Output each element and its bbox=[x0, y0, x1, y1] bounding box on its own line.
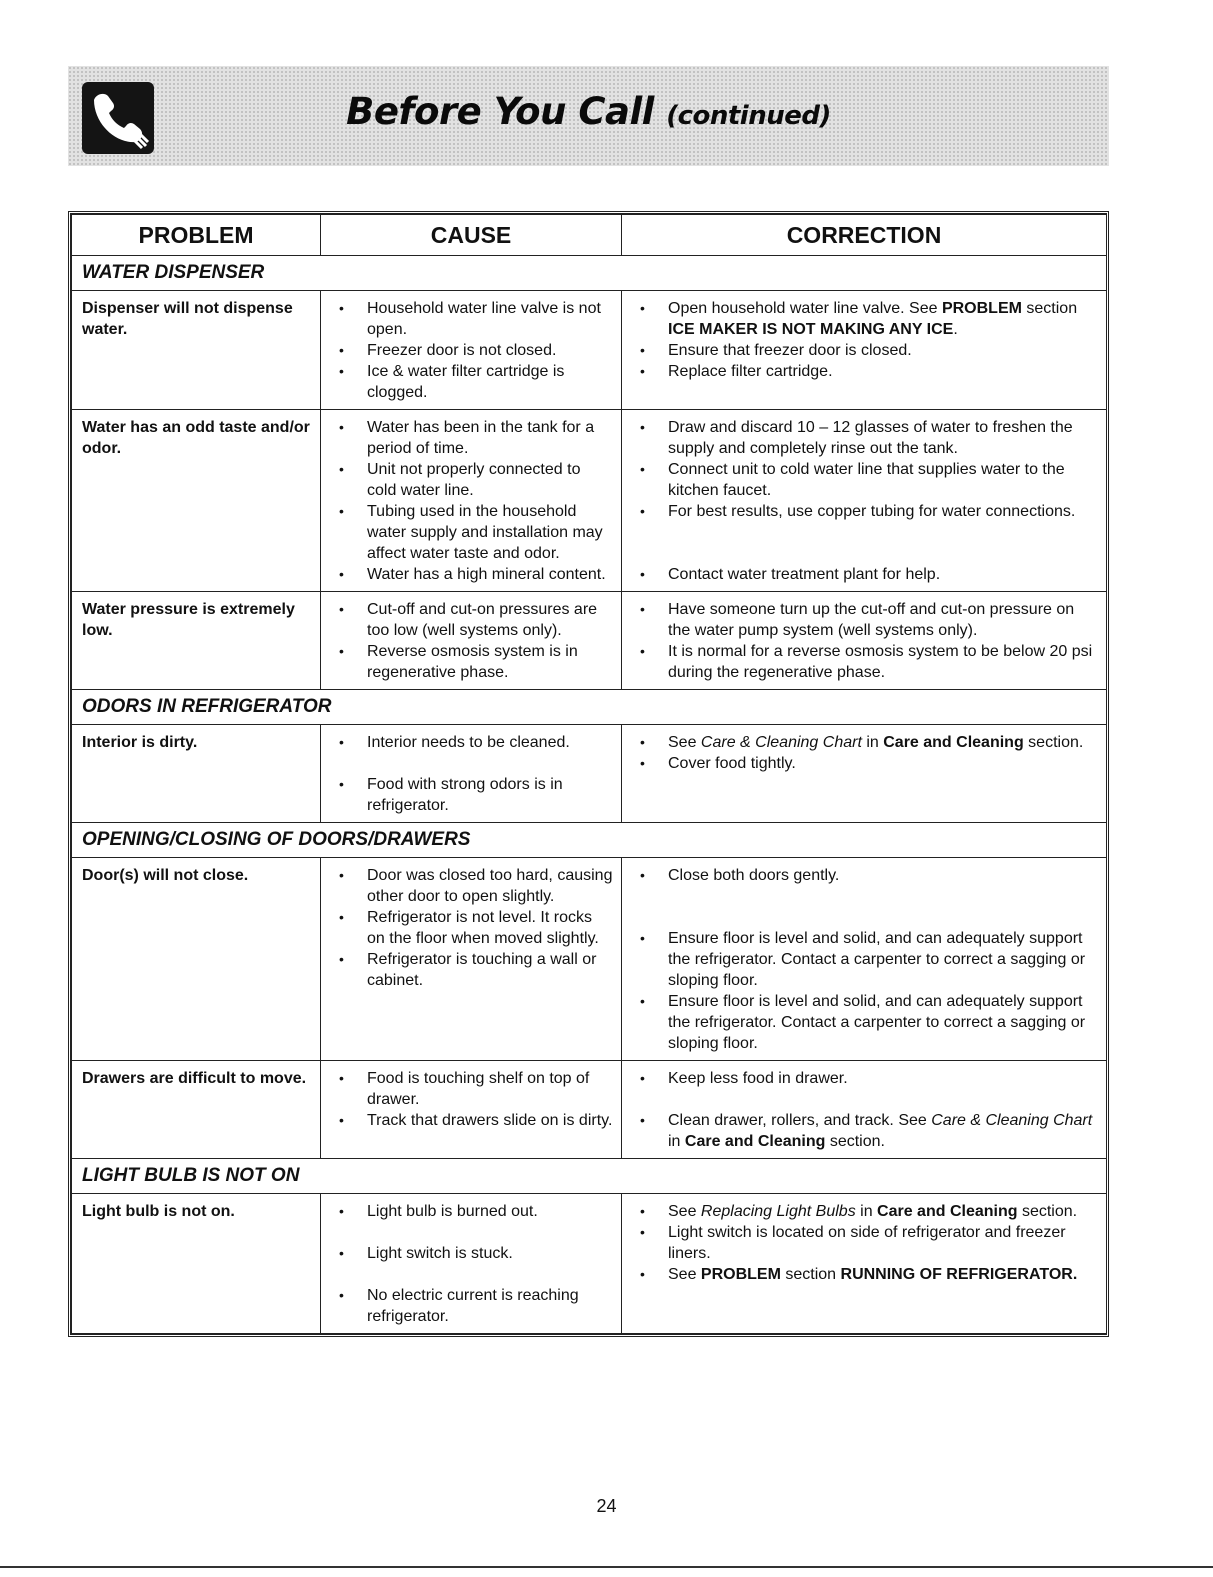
correction-item bbox=[630, 732, 1098, 753]
problem-cell: Water has an odd taste and/or odor. bbox=[72, 410, 321, 592]
section-title: ODORS IN REFRIGERATOR bbox=[72, 690, 1107, 725]
troubleshooting-table bbox=[68, 211, 1109, 1337]
cause-cell bbox=[321, 725, 622, 823]
section-title: LIGHT BULB IS NOT ON bbox=[72, 1159, 1107, 1194]
correction-item bbox=[630, 865, 1098, 886]
cause-item: • Water has been in the tank for a period of time. bbox=[329, 417, 613, 459]
correction-cell bbox=[622, 410, 1107, 592]
table-row bbox=[72, 858, 1107, 1061]
correction-cell bbox=[622, 1194, 1107, 1334]
correction-text: For best results, use copper tubing for water connections. bbox=[668, 503, 1076, 520]
table-row bbox=[72, 291, 1107, 410]
correction-cell bbox=[622, 858, 1107, 1061]
cause-list bbox=[329, 599, 613, 683]
problem-cell: Drawers are difficult to move. bbox=[72, 1061, 321, 1159]
table-row bbox=[72, 592, 1107, 690]
correction-item bbox=[630, 991, 1098, 1054]
bold-reference: PROBLEM bbox=[941, 300, 1022, 317]
correction-text: Clean drawer, rollers, and track. See bbox=[668, 1112, 932, 1129]
correction-text: Draw and discard 10 – 12 glasses of water to freshen the supply and completely rinse out the tank. bbox=[668, 419, 1073, 457]
bold-reference: PROBLEM bbox=[700, 1266, 781, 1283]
table-row bbox=[72, 410, 1107, 592]
problem-cell: Interior is dirty. bbox=[72, 725, 321, 823]
correction-item bbox=[630, 564, 1098, 585]
column-header-correction: CORRECTION bbox=[622, 215, 1107, 256]
bold-reference: Care and Cleaning bbox=[684, 1133, 826, 1150]
correction-text: See bbox=[668, 1266, 701, 1283]
correction-list bbox=[630, 1201, 1098, 1285]
cause-list bbox=[329, 298, 613, 403]
correction-text: in bbox=[668, 1133, 685, 1150]
cause-cell bbox=[321, 592, 622, 690]
correction-list bbox=[630, 732, 1098, 774]
problem-cell: Door(s) will not close. bbox=[72, 858, 321, 1061]
correction-text: Have someone turn up the cut-off and cut-on pressure on the water pump system (well systems only). bbox=[668, 601, 1075, 639]
cause-item: • Reverse osmosis system is in regenerative phase. bbox=[329, 641, 613, 683]
section-row bbox=[72, 823, 1107, 858]
correction-text: Open household water line valve. See bbox=[668, 300, 942, 317]
cause-list bbox=[329, 1201, 613, 1327]
bold-reference: Care and Cleaning bbox=[877, 1203, 1018, 1220]
correction-item bbox=[630, 928, 1098, 991]
correction-text: It is normal for a reverse osmosis system to be below 20 psi during the regenerative phase. bbox=[668, 643, 1093, 681]
cause-cell bbox=[321, 410, 622, 592]
correction-text: section bbox=[780, 1266, 841, 1283]
cause-list bbox=[329, 417, 613, 585]
cause-cell bbox=[321, 858, 622, 1061]
bold-reference: RUNNING OF REFRIGERATOR. bbox=[840, 1266, 1078, 1283]
page-number: 24 bbox=[596, 1496, 617, 1516]
section-row bbox=[72, 1159, 1107, 1194]
correction-item bbox=[630, 459, 1098, 501]
correction-text: Close both doors gently. bbox=[668, 867, 840, 884]
correction-item bbox=[630, 1222, 1098, 1264]
cause-cell bbox=[321, 1061, 622, 1159]
correction-text: Ensure floor is level and solid, and can adequately support the refrigerator. Contact a carpenter to correct a sagging or sloping floor. bbox=[668, 930, 1086, 989]
correction-text: section. bbox=[825, 1133, 885, 1150]
correction-text: in bbox=[861, 734, 884, 751]
page-title: Before You Call (continued) bbox=[346, 90, 831, 133]
table-row bbox=[72, 1194, 1107, 1334]
cause-item: • Light switch is stuck. bbox=[329, 1243, 613, 1264]
bold-reference: Care and Cleaning bbox=[883, 734, 1024, 751]
correction-item bbox=[630, 361, 1098, 382]
correction-text: section. bbox=[1023, 734, 1084, 751]
correction-item bbox=[630, 1068, 1098, 1089]
correction-text: . bbox=[953, 321, 958, 338]
correction-list bbox=[630, 865, 1098, 1054]
correction-item bbox=[630, 1110, 1098, 1152]
correction-cell bbox=[622, 592, 1107, 690]
correction-item bbox=[630, 501, 1098, 522]
correction-list bbox=[630, 599, 1098, 683]
cause-cell bbox=[321, 1194, 622, 1334]
column-header-problem: PROBLEM bbox=[72, 215, 321, 256]
italic-reference: Care & Cleaning Chart bbox=[700, 734, 862, 751]
correction-item bbox=[630, 641, 1098, 683]
italic-reference: Replacing Light Bulbs bbox=[700, 1203, 856, 1220]
correction-item bbox=[630, 340, 1098, 361]
problem-cell: Dispenser will not dispense water. bbox=[72, 291, 321, 410]
correction-item bbox=[630, 298, 1098, 340]
table-header-row bbox=[72, 215, 1107, 256]
correction-item bbox=[630, 753, 1098, 774]
correction-item bbox=[630, 417, 1098, 459]
cause-item: • Track that drawers slide on is dirty. bbox=[329, 1110, 613, 1131]
cause-item: • Household water line valve is not open. bbox=[329, 298, 613, 340]
problem-cell: Light bulb is not on. bbox=[72, 1194, 321, 1334]
correction-list bbox=[630, 1068, 1098, 1152]
correction-item bbox=[630, 1201, 1098, 1222]
cause-item: • Tubing used in the household water supply and installation may affect water taste and odor. bbox=[329, 501, 613, 564]
cause-item: • Interior needs to be cleaned. bbox=[329, 732, 613, 753]
table-row bbox=[72, 1061, 1107, 1159]
italic-reference: Care & Cleaning Chart bbox=[931, 1112, 1093, 1129]
correction-item bbox=[630, 599, 1098, 641]
cause-item: • Food is touching shelf on top of drawer. bbox=[329, 1068, 613, 1110]
cause-item: • Refrigerator is not level. It rocks on the floor when moved slightly. bbox=[329, 907, 613, 949]
cause-item: • Cut-off and cut-on pressures are too low (well systems only). bbox=[329, 599, 613, 641]
correction-cell bbox=[622, 1061, 1107, 1159]
cause-list bbox=[329, 865, 613, 991]
correction-list bbox=[630, 298, 1098, 382]
correction-text: Contact water treatment plant for help. bbox=[668, 566, 941, 583]
cause-item: • Water has a high mineral content. bbox=[329, 564, 613, 585]
correction-text: section bbox=[1021, 300, 1078, 317]
cause-item: • Ice & water filter cartridge is clogged. bbox=[329, 361, 613, 403]
cause-cell bbox=[321, 291, 622, 410]
correction-text: Cover food tightly. bbox=[668, 755, 796, 772]
problem-cell: Water pressure is extremely low. bbox=[72, 592, 321, 690]
section-title: WATER DISPENSER bbox=[72, 256, 1107, 291]
section-row bbox=[72, 256, 1107, 291]
correction-text: See bbox=[668, 1203, 701, 1220]
correction-text: Ensure that freezer door is closed. bbox=[668, 342, 912, 359]
cause-list bbox=[329, 1068, 613, 1131]
correction-text: Connect unit to cold water line that supplies water to the kitchen faucet. bbox=[668, 461, 1065, 499]
column-header-cause: CAUSE bbox=[321, 215, 622, 256]
correction-text: See bbox=[668, 734, 701, 751]
cause-item: • No electric current is reaching refrigerator. bbox=[329, 1285, 613, 1327]
cause-item: • Freezer door is not closed. bbox=[329, 340, 613, 361]
cause-item: • Food with strong odors is in refrigerator. bbox=[329, 774, 613, 816]
section-row bbox=[72, 690, 1107, 725]
correction-text: Ensure floor is level and solid, and can adequately support the refrigerator. Contact a carpenter to correct a sagging or sloping floor. bbox=[668, 993, 1086, 1052]
cause-item: • Unit not properly connected to cold water line. bbox=[329, 459, 613, 501]
correction-cell bbox=[622, 291, 1107, 410]
cause-item: • Door was closed too hard, causing other door to open slightly. bbox=[329, 865, 613, 907]
page-header-banner bbox=[68, 66, 1109, 166]
correction-text: Replace filter cartridge. bbox=[668, 363, 833, 380]
cause-list bbox=[329, 732, 613, 816]
cause-item: • Light bulb is burned out. bbox=[329, 1201, 613, 1222]
correction-text: Keep less food in drawer. bbox=[668, 1070, 848, 1087]
correction-item bbox=[630, 1264, 1098, 1285]
correction-text: in bbox=[855, 1203, 878, 1220]
bottom-rule bbox=[0, 1566, 1213, 1568]
section-title: OPENING/CLOSING OF DOORS/DRAWERS bbox=[72, 823, 1107, 858]
correction-cell bbox=[622, 725, 1107, 823]
bold-reference: ICE MAKER IS NOT MAKING ANY ICE bbox=[668, 321, 954, 338]
cause-item: • Refrigerator is touching a wall or cabinet. bbox=[329, 949, 613, 991]
correction-list bbox=[630, 417, 1098, 585]
table-row bbox=[72, 725, 1107, 823]
correction-text: section. bbox=[1017, 1203, 1078, 1220]
correction-text: Light switch is located on side of refrigerator and freezer liners. bbox=[668, 1224, 1066, 1262]
